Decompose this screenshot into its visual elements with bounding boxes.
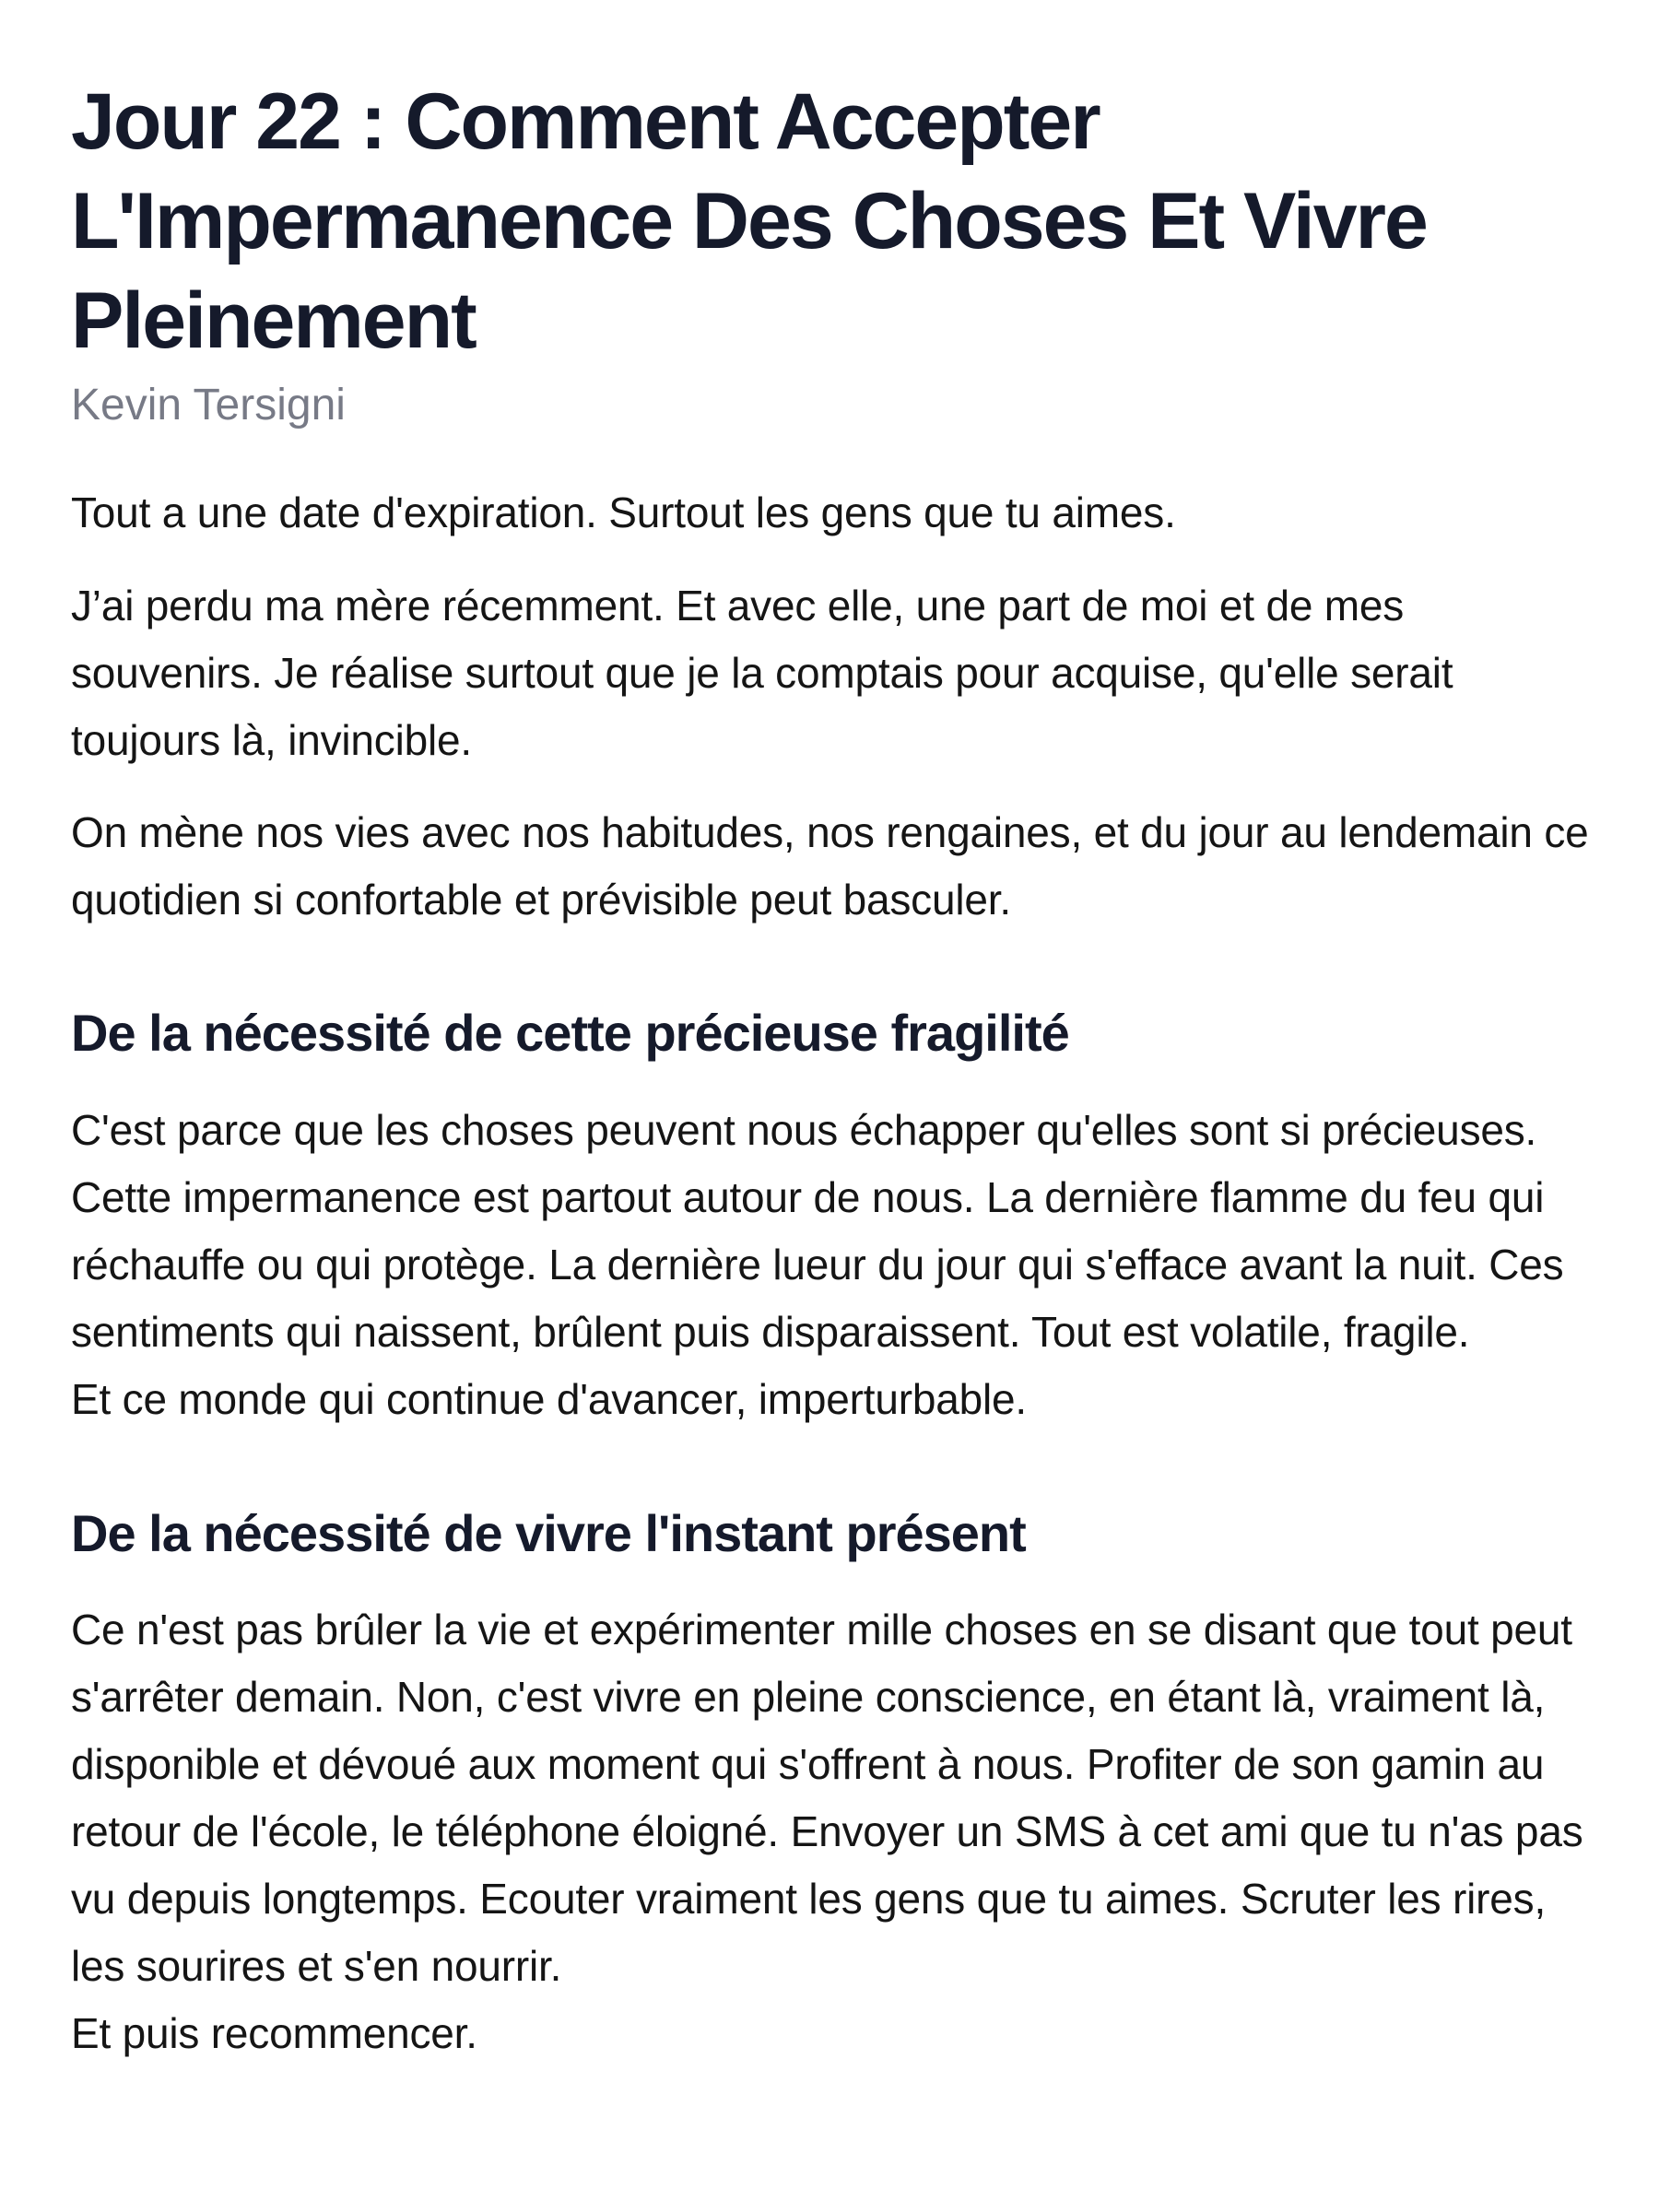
section-paragraph-fragility [71, 1097, 1594, 1433]
section-text-present-moment: Ce n'est pas brûler la vie et expérimenter mille choses en se disant que tout peut s'arrêter demain. Non, c'est vivre en pleine conscience, en étant là, vraiment là, disponible et dévoué aux moment qui s'offrent à nous. Profiter de son gamin au retour de l'école, le téléphone éloigné. Envoyer un SMS à cet ami que tu n'as pas vu depuis longtemps. Ecouter vraiment les gens que tu aimes. Scruter les rires, les sourires et s'en nourrir. [71, 1606, 1583, 1990]
section-text-fragility: C'est parce que les choses peuvent nous échapper qu'elles sont si précieuses. Cette impermanence est partout autour de nous. La dernière flamme du feu qui réchauffe ou qui protège. La dernière lueur du jour qui s'efface avant la nuit. Ces sentiments qui naissent, brûlent puis disparaissent. Tout est volatile, fragile. [71, 1106, 1564, 1356]
article-title: Jour 22 : Comment Accepter L'Impermanence Des Choses Et Vivre Pleinement [71, 77, 1427, 365]
intro-paragraph-2: J’ai perdu ma mère récemment. Et avec elle, une part de moi et de mes souvenirs. Je réalise surtout que je la comptais pour acquise, qu'elle serait toujours là, invincible. [71, 582, 1453, 764]
intro-paragraph-1: Tout a une date d'expiration. Surtout les gens que tu aimes. [71, 488, 1176, 536]
intro-paragraph-3: On mène nos vies avec nos habitudes, nos rengaines, et du jour au lendemain ce quotidien si confortable et prévisible peut basculer. [71, 808, 1589, 924]
section-heading-present-moment: De la nécessité de vivre l'instant présent [71, 1504, 1026, 1562]
section-closing-present-moment: Et puis recommencer. [71, 2009, 477, 2057]
section-closing-fragility: Et ce monde qui continue d'avancer, imperturbable. [71, 1375, 1027, 1423]
section-paragraph-present-moment [71, 1596, 1594, 2067]
author-name: Kevin Tersigni [71, 381, 346, 429]
section-heading-fragility: De la nécessité de cette précieuse fragilité [71, 1004, 1069, 1062]
